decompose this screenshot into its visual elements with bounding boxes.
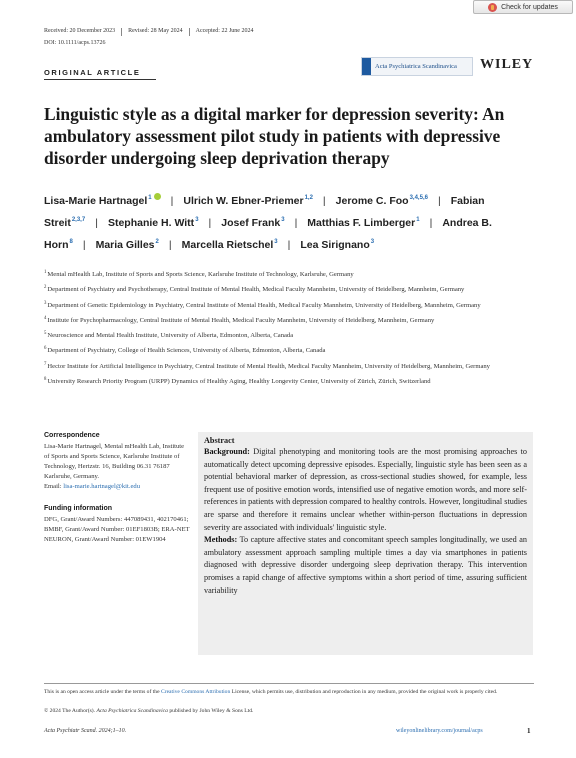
author-affiliation-ref: 3 [281,217,285,223]
license-note [44,688,534,696]
author-entry[interactable] [221,217,284,229]
footer-divider [44,683,534,684]
affiliation-text: Department of Psychiatry, College of Health Sciences, University of Alberta, Edmonton, Alberta, Canada [47,347,326,355]
affiliation-item [44,314,534,327]
affiliation-item [44,360,534,373]
crossmark-icon [488,3,497,12]
author-separator: | [95,217,98,229]
journal-badge-label: Acta Psychiatrica Scandinavica [375,63,457,70]
background-text: Digital phenotyping and monitoring tools are the most promising approaches to automatically detect upcoming depressive episodes. Especially, linguistic style has been seen as a potential behavioral marker of depression, as cross-sectional studies showed, for example, less frequent use of positive emotion words, intensified use of negative emotion words, and more self-references in patients with depression compared to healthy controls. However, longitudinal studies are sparse and therefore it remains unclear whether within-person fluctuations in depression severity are associated with individuals' linguistic style. [204,447,528,532]
copyright-post: published by John Wiley & Sons Ltd. [169,708,254,714]
correspondence-text: Lisa-Marie Hartnagel, Mental mHealth Lab, Institute of Sports and Sports Science, Karlsruhe Institute of Technology, Hertzstr. 16, Building 06.31 76187 Karlsruhe, Germany. [44,443,185,480]
author-name: Andrea B. Horn [44,217,492,251]
author-affiliation-ref: 1,2 [304,195,313,201]
author-separator: | [322,195,326,207]
date-divider [189,28,190,36]
author-affiliation-ref: 3 [195,217,199,223]
affiliation-item [44,283,534,296]
author-entry[interactable] [96,239,159,251]
author-separator: | [437,195,441,207]
author-separator: | [170,195,174,207]
author-entry[interactable] [300,239,374,251]
author-affiliation-ref: 3 [274,239,278,245]
affiliation-text: Department of Psychiatry and Psychotherapy, Central Institute of Mental Health, Medical Faculty Mannheim, University of Heidelberg, Mannheim, Germany [47,286,465,294]
affiliation-number: 4 [44,315,47,321]
author-entry[interactable] [182,239,278,251]
author-entry[interactable] [336,195,428,207]
article-type-underline [44,79,156,80]
correspondence-email-line [44,482,190,492]
methods-text: To capture affective states and concomitant speech samples longitudinally, we used an ambulatory assessment approach sampling multiple times a day via smartphones in patients diagnosed with depressive disorder undergoing sleep deprivation therapy. This intervention promises a rapid change of affective symptoms within a short period of time, assuring sufficient variability [204,535,528,595]
author-name: Stephanie H. Witt [107,217,195,229]
email-label: Email: [44,483,62,490]
article-type: ORIGINAL ARTICLE [44,68,141,77]
author-separator: | [287,239,291,251]
abstract-background [204,446,527,534]
affiliation-number: 6 [44,346,47,352]
author-name: Matthias F. Limberger [307,217,416,229]
author-name: Josef Frank [221,217,281,229]
author-name: Fabian Streit [44,195,485,229]
author-name: Lea Sirignano [300,239,370,251]
copyright-pre: © 2024 The Author(s). [44,708,96,714]
license-pre: This is an open access article under the terms of the [44,689,160,695]
affiliation-text: Institute for Psychopharmacology, Central Institute of Mental Health, Medical Faculty Mannheim, University of Heidelberg, Mannheim, Germany [47,316,435,324]
author-separator: | [82,239,86,251]
affiliation-number: 1 [44,270,47,275]
author-name: Jerome C. Foo [335,195,409,207]
funding-text: DFG, Grant/Award Numbers: 447089431, 402170461; BMBF, Grant/Award Number: 01EF1803B; ERA-NET NEURON, Grant/Award Number: 01EW1904 [44,516,190,543]
journal-badge[interactable] [361,57,473,76]
accepted-date: Accepted: 22 June 2024 [195,28,254,34]
page-number: 1 [527,727,531,735]
author-name: Ulrich W. Ebner-Priemer [183,195,304,207]
author-entry[interactable] [108,217,199,229]
publisher-logo[interactable]: WILEY [480,57,534,72]
author-list [44,189,534,255]
author-affiliation-ref: 3 [370,239,375,245]
author-name: Marcella Rietschel [181,239,274,251]
author-affiliation-ref: 2,3,7 [71,217,86,223]
affiliation-number: 3 [44,300,47,306]
affiliation-number: 8 [44,377,47,383]
affiliation-text: University Research Priority Program (URPP) Dynamics of Healthy Aging, Healthy Longevity Center, University of Zürich, Zürich, Switzerland [47,378,431,386]
affiliation-item [44,329,534,342]
correspondence-heading: Correspondence [44,432,100,439]
revised-date: Revised: 28 May 2024 [128,28,183,34]
abstract-heading: Abstract [204,436,235,445]
author-name: Lisa-Marie Hartnagel [44,195,148,207]
affiliation-number: 2 [44,285,47,291]
affiliation-number: 7 [44,361,47,367]
affiliation-item [44,299,534,312]
sidebar-info [44,431,190,545]
author-affiliation-ref: 8 [69,239,73,245]
affiliation-number: 5 [44,331,47,337]
received-date: Received: 20 December 2023 [44,28,116,34]
author-entry[interactable] [307,217,419,229]
author-entry[interactable] [183,195,313,207]
check-for-updates-label: Check for updates [501,3,558,11]
journal-url[interactable]: wileyonlinelibrary.com/journal/acps [396,728,483,734]
author-affiliation-ref: 3,4,5,6 [409,195,428,201]
copyright-journal: Acta Psychiatrica Scandinavica [96,708,168,714]
email-link[interactable]: lisa-marie.hartnagel@kit.edu [63,483,140,490]
author-entry[interactable] [44,195,161,207]
journal-badge-bar [362,58,371,75]
author-affiliation-ref: 1 [148,195,152,201]
affiliation-list [44,268,534,390]
author-separator: | [208,217,212,229]
author-separator: | [168,239,172,251]
license-link[interactable]: Creative Commons Attribution [160,689,231,695]
funding-heading: Funding information [44,505,113,512]
abstract-box [198,432,533,655]
author-separator: | [429,217,433,229]
journal-citation: Acta Psychiatr Scand. 2024;1–10. [44,728,127,734]
abstract-methods [204,534,527,597]
affiliation-item [44,375,534,388]
author-separator: | [294,217,298,229]
license-post: License, which permits use, distribution and reproduction in any medium, provided the original work is properly cited. [231,689,498,695]
author-name: Maria Gilles [95,239,155,251]
affiliation-item [44,344,534,357]
affiliation-text: Hector Institute for Artificial Intelligence in Psychiatry, Central Institute of Mental Health, Medical Faculty Mannheim, University of Heidelberg, Mannheim, Germany [47,362,490,370]
orcid-icon[interactable] [154,193,161,200]
affiliation-text: Department of Genetic Epidemiology in Psychiatry, Central Institute of Mental Health, Medical Faculty Mannheim, University of Heidelberg, Mannheim, Germany [47,301,481,309]
article-title: Linguistic style as a digital marker for depression severity: An ambulatory assessment pilot study in patients with depressive disorder undergoing sleep deprivation therapy [44,104,505,168]
author-affiliation-ref: 1 [416,217,420,223]
background-label: Background: [204,447,250,456]
author-affiliation-ref: 2 [155,239,159,245]
copyright-line [44,708,253,714]
methods-label: Methods: [204,535,238,545]
doi[interactable]: DOI: 10.1111/acps.13726 [44,40,106,46]
date-divider [121,28,122,36]
affiliation-text: Neuroscience and Mental Health Institute, University of Alberta, Edmonton, Alberta, Canada [47,332,294,340]
manuscript-dates [44,28,253,36]
affiliation-text: Mental mHealth Lab, Institute of Sports and Sports Science, Karlsruhe Institute of Technology, Karlsruhe, Germany [47,271,354,278]
check-for-updates-button[interactable] [473,0,573,14]
affiliation-item [44,268,534,281]
